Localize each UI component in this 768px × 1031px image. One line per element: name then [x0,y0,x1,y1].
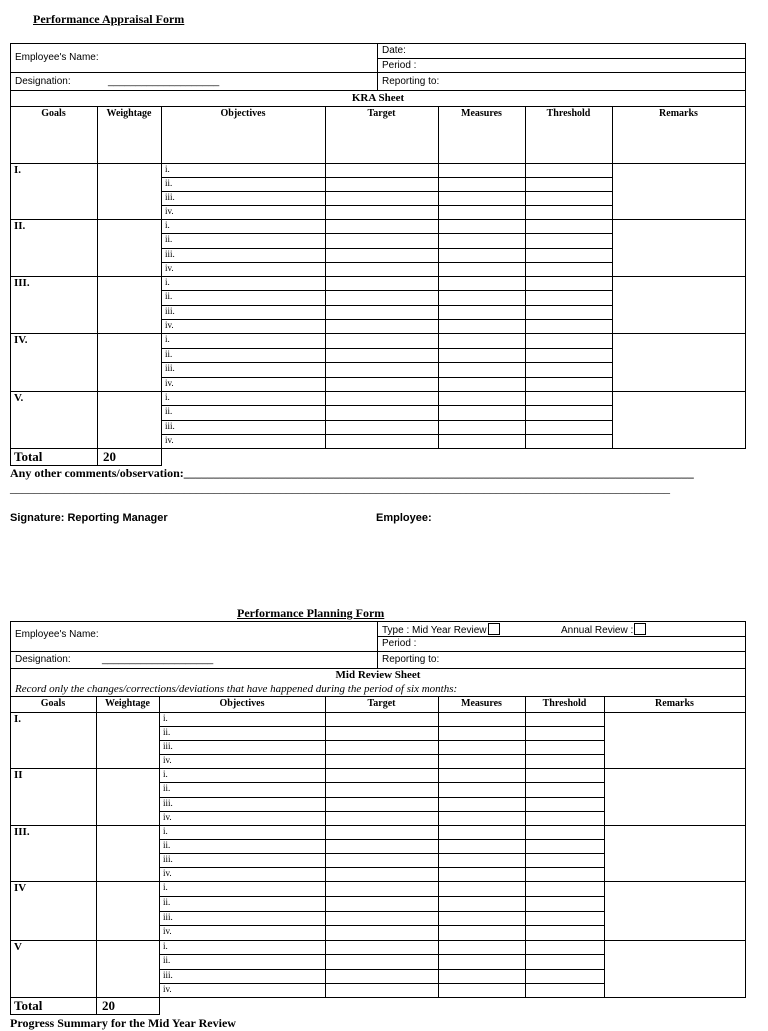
table-rule [96,712,97,768]
planning-objective-numeral: i. [163,941,168,951]
mid-review-sheet-title: Mid Review Sheet [335,669,421,681]
planning-designation-label: Designation: [15,654,71,665]
planning-designation-blank: ____________________ [102,654,214,665]
appraisal-objective-numeral: iii. [165,192,175,202]
planning-objective-numeral: i. [163,826,168,836]
table-rule [10,448,746,449]
table-rule [10,825,11,881]
table-rule [745,391,746,448]
appraisal-total-value: 20 [103,449,116,464]
table-rule [159,811,604,812]
table-rule [161,177,612,178]
appraisal-objective-numeral: ii. [165,291,173,301]
designation-blank: ____________________ [108,76,220,87]
appraisal-objective-numeral: iii. [165,421,175,431]
annual-review-label: Annual Review : [561,625,634,636]
table-rule [10,997,11,1014]
planning-col-header: Measures [461,698,502,709]
reporting-to-label: Reporting to: [382,76,440,87]
table-rule [10,391,11,448]
table-rule [10,163,11,219]
planning-objective-numeral: ii. [163,727,171,737]
table-rule [10,712,11,768]
planning-objective-numeral: iii. [163,912,173,922]
appraisal-goal-label: III. [14,277,30,289]
appraisal-col-header: Threshold [546,108,591,119]
table-rule [612,219,613,276]
table-rule [604,768,605,825]
appraisal-form-title: Performance Appraisal Form [33,12,185,26]
table-rule [745,712,746,768]
table-rule [612,391,613,448]
planning-objective-numeral: iv. [163,868,172,878]
appraisal-objective-numeral: ii. [165,178,173,188]
period-label: Period : [382,60,417,71]
table-rule [161,305,612,306]
table-rule [10,276,11,333]
appraisal-objective-numeral: iii. [165,249,175,259]
appraisal-col-header: Goals [41,108,66,119]
appraisal-goal-label: I. [14,164,22,176]
table-rule [745,333,746,391]
table-rule [161,319,612,320]
appraisal-goal-label: II. [14,220,26,232]
table-rule [159,997,160,1014]
table-rule [745,825,746,881]
kra-sheet-title: KRA Sheet [351,92,405,104]
planning-col-header: Threshold [542,698,587,709]
appraisal-col-header: Weightage [106,108,152,119]
planning-employee-name-label: Employee's Name: [15,629,99,640]
table-rule [161,420,612,421]
annual-review-option [561,623,646,636]
table-rule [745,696,746,712]
table-rule [745,106,746,163]
planning-objective-numeral: ii. [163,840,171,850]
table-rule [159,867,604,868]
planning-objective-numeral: ii. [163,897,171,907]
table-rule [604,881,605,940]
table-rule [745,163,746,219]
appraisal-objective-numeral: iv. [165,320,174,330]
table-rule [161,362,612,363]
table-rule [159,896,604,897]
table-rule [159,839,604,840]
appraisal-col-header: Objectives [220,108,266,119]
table-rule [10,448,11,465]
appraisal-col-header: Measures [461,108,502,119]
table-rule [161,348,612,349]
signature-manager: Signature: Reporting Manager [10,512,168,524]
table-rule [97,276,98,333]
table-rule [612,333,613,391]
planning-objective-numeral: iv. [163,926,172,936]
appraisal-col-header: Remarks [659,108,698,119]
table-rule [10,333,746,334]
table-rule [97,448,98,465]
planning-goal-label: I. [14,713,22,725]
table-rule [161,233,612,234]
table-rule [745,276,746,333]
table-rule [161,405,612,406]
table-rule [96,825,97,881]
appraisal-objective-numeral: iii. [165,306,175,316]
table-rule [159,853,604,854]
table-rule [10,219,746,220]
appraisal-goal-label: IV. [14,334,28,346]
table-rule [10,391,746,392]
table-rule [159,983,604,984]
planning-objective-numeral: i. [163,882,168,892]
table-rule [10,940,11,997]
appraisal-col-header: Target [367,108,396,119]
appraisal-total-label: Total [14,449,43,464]
table-rule [745,768,746,825]
appraisal-objective-numeral: i. [165,164,170,174]
planning-objective-numeral: i. [163,713,168,723]
table-rule [97,163,98,219]
planning-objective-numeral: iii. [163,970,173,980]
planning-objective-numeral: ii. [163,955,171,965]
table-rule [10,712,746,713]
table-rule [10,163,746,164]
table-rule [159,782,604,783]
planning-col-header: Remarks [655,698,694,709]
planning-form-title: Performance Planning Form [237,606,385,620]
table-rule [159,797,604,798]
table-rule [159,726,604,727]
table-rule [10,1014,160,1015]
appraisal-objective-numeral: iii. [165,363,175,373]
table-rule [161,290,612,291]
table-rule [10,940,746,941]
planning-objective-numeral: iv. [163,812,172,822]
table-rule [159,754,604,755]
planning-goal-label: V [14,941,22,953]
planning-col-header: Target [367,698,396,709]
planning-objective-numeral: iii. [163,741,173,751]
planning-goal-label: III. [14,826,30,838]
table-rule [10,696,746,697]
table-rule [161,448,162,465]
planning-col-header: Goals [40,698,66,709]
table-rule [604,712,605,768]
table-rule [96,940,97,997]
table-rule [612,276,613,333]
table-rule [10,276,746,277]
planning-period-label: Period : [382,638,417,649]
appraisal-objective-numeral: i. [165,334,170,344]
table-rule [745,881,746,940]
table-rule [745,940,746,997]
table-rule [96,881,97,940]
appraisal-objective-numeral: iv. [165,435,174,445]
planning-goal-label: II [14,769,23,781]
planning-col-header: Objectives [219,698,265,709]
planning-total-value: 20 [102,998,115,1013]
planning-objective-numeral: iii. [163,854,173,864]
table-rule [96,768,97,825]
table-rule [161,262,612,263]
review-type-option [382,623,500,636]
table-rule [97,391,98,448]
table-rule [161,434,612,435]
table-rule [97,333,98,391]
table-rule [745,219,746,276]
table-rule [10,997,746,998]
planning-objective-numeral: i. [163,769,168,779]
annual-review-checkbox[interactable] [634,623,646,635]
table-rule [10,333,11,391]
planning-total-label: Total [14,998,43,1013]
table-rule [159,911,604,912]
table-rule [159,954,604,955]
table-rule [159,740,604,741]
planning-goal-label: IV [14,882,27,894]
date-label: Date: [382,45,406,56]
table-rule [159,969,604,970]
table-rule [604,825,605,881]
appraisal-objective-numeral: ii. [165,234,173,244]
appraisal-goal-label: V. [14,392,24,404]
mid-review-instruction: Record only the changes/corrections/deviations that have happened during the period of six months: [15,683,458,695]
appraisal-objective-numeral: i. [165,220,170,230]
table-rule [161,248,612,249]
appraisal-objective-numeral: i. [165,392,170,402]
table-rule [97,219,98,276]
planning-objective-numeral: iv. [163,984,172,994]
table-rule [10,219,11,276]
planning-objective-numeral: ii. [163,783,171,793]
signature-employee: Employee: [376,512,432,524]
table-rule [10,768,746,769]
planning-objective-numeral: iv. [163,755,172,765]
appraisal-objective-numeral: i. [165,277,170,287]
table-rule [10,881,11,940]
table-rule [604,940,605,997]
table-rule [159,925,604,926]
appraisal-objective-numeral: iv. [165,206,174,216]
progress-summary-heading: Progress Summary for the Mid Year Review [10,1016,236,1030]
table-rule [10,881,746,882]
appraisal-objective-numeral: iv. [165,263,174,273]
comments-line: ______________________________________________________________________________________________________________ [10,481,670,495]
planning-col-header: Weightage [105,698,150,709]
table-rule [10,825,746,826]
table-rule [10,768,11,825]
appraisal-objective-numeral: ii. [165,406,173,416]
designation-label: Designation: [15,76,71,87]
table-rule [96,997,97,1014]
appraisal-objective-numeral: ii. [165,349,173,359]
table-rule [612,163,613,219]
review-type-label: Type : Mid Year Review [382,625,487,636]
table-rule [10,106,746,107]
table-rule [161,377,612,378]
mid-year-review-checkbox[interactable] [488,623,500,635]
table-rule [161,191,612,192]
comments-label: Any other comments/observation:_____________________________________________________________________________________ [10,466,694,480]
planning-objective-numeral: iii. [163,798,173,808]
planning-reporting-to-label: Reporting to: [382,654,440,665]
table-rule [161,205,612,206]
appraisal-objective-numeral: iv. [165,378,174,388]
employee-name-label: Employee's Name: [15,52,99,63]
